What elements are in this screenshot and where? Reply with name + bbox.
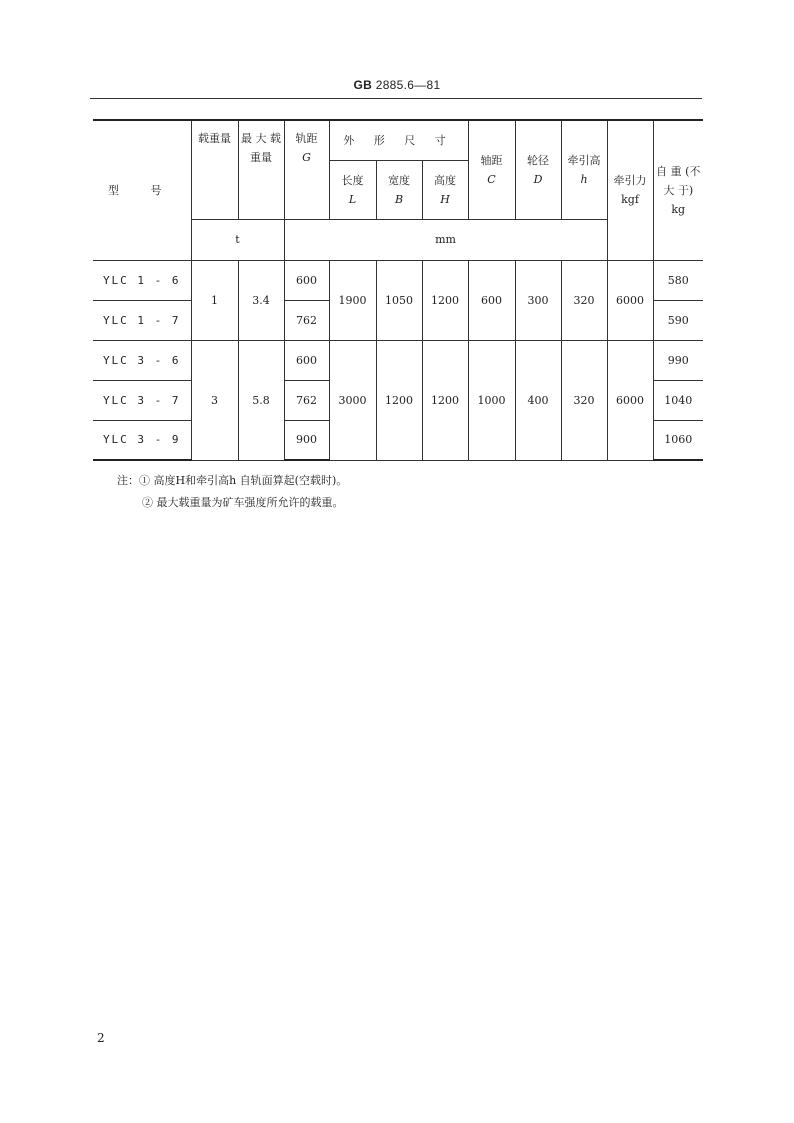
gauge-cell: 762 <box>284 300 329 340</box>
header-height: 高度 H <box>422 160 468 219</box>
gauge-cell: 762 <box>284 380 329 420</box>
page-number: 2 <box>97 1031 105 1045</box>
header-maxload: 最 大 载重量 <box>238 120 284 219</box>
note-2: ② 最大载重量为矿车强度所允许的载重。 <box>142 496 344 509</box>
note-1: 注：① 高度H和牵引高h 自轨面算起(空载时)。 <box>117 474 348 487</box>
header-coupling: 牵引高 h <box>561 120 607 219</box>
table-notes <box>117 470 347 514</box>
header-length: 长度 L <box>329 160 376 219</box>
coupling-cell: 320 <box>561 260 607 340</box>
header-load: 载重量 <box>191 120 238 219</box>
load-cell: 1 <box>191 260 238 340</box>
axle-cell: 1000 <box>468 340 515 460</box>
weight-cell: 1060 <box>653 420 703 460</box>
standard-code: GB <box>353 78 373 92</box>
weight-cell: 590 <box>653 300 703 340</box>
model-cell: YLC 3 - 9 <box>93 420 191 460</box>
coupling-cell: 320 <box>561 340 607 460</box>
header-traction: 牵引力 kgf <box>607 120 653 260</box>
model-cell: YLC 3 - 7 <box>93 380 191 420</box>
weight-cell: 990 <box>653 340 703 380</box>
length-cell: 1900 <box>329 260 376 340</box>
traction-cell: 6000 <box>607 340 653 460</box>
axle-cell: 600 <box>468 260 515 340</box>
model-cell: YLC 1 - 6 <box>93 260 191 300</box>
maxload-cell: 5.8 <box>238 340 284 460</box>
header-rule <box>90 98 702 99</box>
height-cell: 1200 <box>422 340 468 460</box>
header-wheel: 轮径 D <box>515 120 561 219</box>
header-width: 宽度 B <box>376 160 422 219</box>
gauge-cell: 600 <box>284 260 329 300</box>
unit-t: t <box>191 219 284 260</box>
width-cell: 1200 <box>376 340 422 460</box>
header-axle: 轴距 C <box>468 120 515 219</box>
weight-cell: 1040 <box>653 380 703 420</box>
height-cell: 1200 <box>422 260 468 340</box>
length-cell: 3000 <box>329 340 376 460</box>
model-cell: YLC 3 - 6 <box>93 340 191 380</box>
page-header <box>0 78 794 92</box>
header-model: 型 号 <box>93 120 191 260</box>
weight-cell: 580 <box>653 260 703 300</box>
gauge-cell: 900 <box>284 420 329 460</box>
maxload-cell: 3.4 <box>238 260 284 340</box>
gauge-cell: 600 <box>284 340 329 380</box>
header-dimensions: 外 形 尺 寸 <box>329 120 468 160</box>
wheel-cell: 300 <box>515 260 561 340</box>
unit-mm: mm <box>284 219 607 260</box>
width-cell: 1050 <box>376 260 422 340</box>
wheel-cell: 400 <box>515 340 561 460</box>
header-weight: 自 重 (不大 于) kg <box>653 120 703 260</box>
standard-number: 2885.6—81 <box>375 78 441 92</box>
model-cell: YLC 1 - 7 <box>93 300 191 340</box>
spec-table <box>93 119 703 461</box>
load-cell: 3 <box>191 340 238 460</box>
header-gauge: 轨距 G <box>284 120 329 219</box>
traction-cell: 6000 <box>607 260 653 340</box>
